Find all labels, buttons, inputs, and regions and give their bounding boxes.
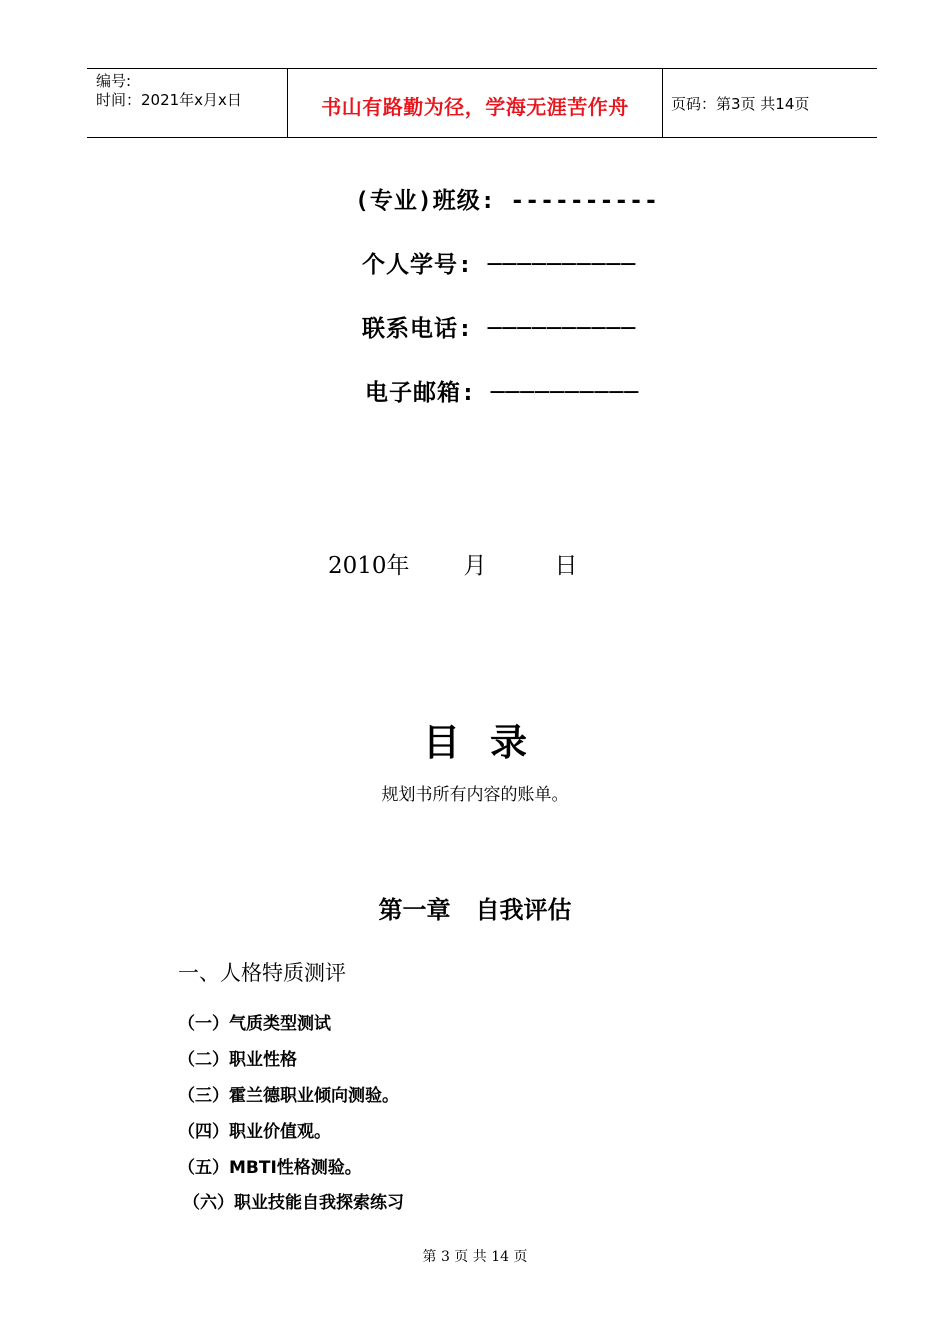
header-motto-cell [287,69,663,137]
chapter-title: 第一章 自我评估 [378,896,572,924]
header-page-cell [662,69,877,137]
header-meta-cell [87,69,287,137]
list-item: （三）霍兰德职业倾向测验。 [178,1086,399,1106]
class-line: (专业)班级: ---------- [355,188,659,214]
list-item: （一）气质类型测试 [178,1014,331,1034]
time-label: 时间：2021年x月x日 [96,91,242,109]
phone-line: 联系电话: ────────── [362,316,637,342]
page-footer: 第 3 页 共 14 页 [422,1249,528,1265]
toc-title: 目录 [423,721,557,764]
list-item: （六）职业技能自我探索练习 [183,1193,404,1213]
date-day: 日 [554,553,578,579]
date-year: 2010年 [328,553,410,579]
page-header [87,68,877,138]
student-id-line: 个人学号: ────────── [362,252,637,278]
list-item: （五）MBTI性格测验。 [178,1158,362,1178]
date-month: 月 [463,553,487,579]
header-page-info: 页码：第3页 共14页 [671,95,810,113]
cover-date [328,547,578,580]
header-motto: 书山有路勤为径，学海无涯苦作舟 [321,95,629,119]
list-item: （四）职业价值观。 [178,1122,331,1142]
toc-subtitle: 规划书所有内容的账单。 [381,785,569,805]
number-label: 编号: [96,72,132,90]
section-title: 一、人格特质测评 [178,961,346,985]
list-item: （二）职业性格 [178,1050,297,1070]
email-line: 电子邮箱: ────────── [365,380,640,406]
